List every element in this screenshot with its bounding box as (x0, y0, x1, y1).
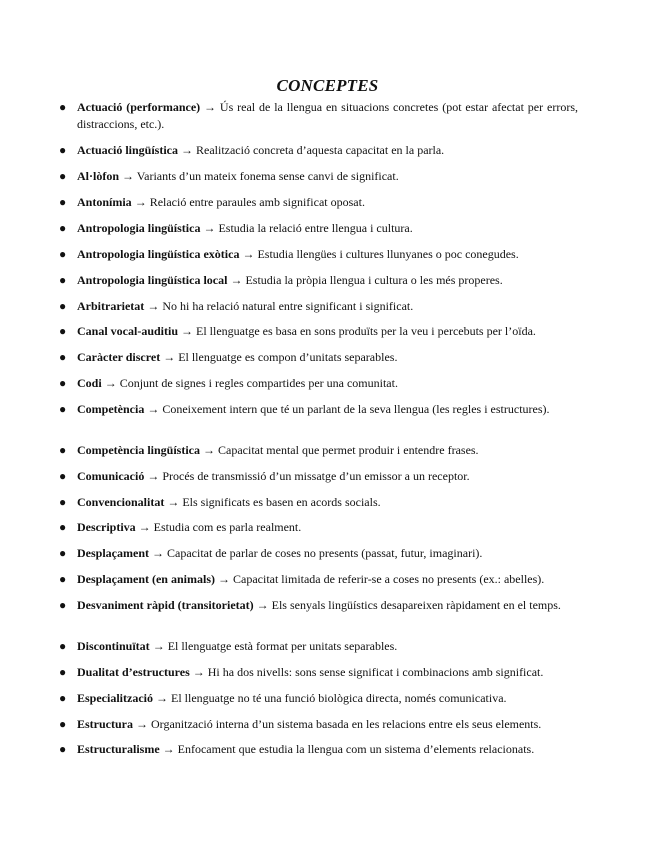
concept-term: Antropologia lingüística (77, 221, 201, 235)
concept-definition: → Estudia com es parla realment. (135, 520, 302, 534)
bullet-icon: ● (59, 742, 67, 756)
concept-term: Dualitat d’estructures (77, 665, 190, 679)
concept-definition: → No hi ha relació natural entre significant i significat. (144, 299, 414, 313)
concept-term: Caràcter discret (77, 350, 161, 364)
bullet-icon: ● (59, 598, 67, 612)
concept-term: Actuació (performance) (77, 100, 201, 114)
concept-term: Estructuralisme (77, 742, 160, 756)
concept-definition: → Relació entre paraules amb significat oposat. (131, 195, 365, 209)
bullet-icon: ● (59, 665, 67, 679)
concept-term: Antropologia lingüística exòtica (77, 247, 240, 261)
concept-definition: → Conjunt de signes i regles compartides per una comunitat. (101, 376, 398, 390)
bullet-icon: ● (59, 143, 67, 157)
concept-definition: → El llenguatge es compon d’unitats separables. (160, 350, 398, 364)
bullet-icon: ● (59, 443, 67, 457)
concept-term: Actuació lingüística (77, 143, 178, 157)
bullet-icon: ● (59, 221, 67, 235)
concept-definition: → Els senyals lingüístics desapareixen ràpidament en el temps. (253, 598, 561, 612)
bullet-icon: ● (59, 100, 67, 114)
concept-definition: → Variants d’un mateix fonema sense canvi de significat. (119, 169, 399, 183)
concept-definition: → Estudia llengües i cultures llunyanes o poc conegudes. (239, 247, 519, 261)
concept-term: Convencionalitat (77, 495, 165, 509)
concept-term: Comunicació (77, 469, 145, 483)
concept-term: Descriptiva (77, 520, 136, 534)
concept-term: Desvaniment ràpid (transitorietat) (77, 598, 254, 612)
concept-term: Al·lòfon (77, 169, 120, 183)
concept-term: Estructura (77, 717, 133, 731)
bullet-icon: ● (59, 195, 67, 209)
bullet-icon: ● (59, 247, 67, 261)
concept-definition: → Realització concreta d’aquesta capacitat en la parla. (178, 143, 445, 157)
concept-definition: → El llenguatge està format per unitats separables. (149, 639, 398, 653)
concept-definition: → Ús real de la llengua en situacions concretes (pot estar afectat per errors, distraccions, etc.). (77, 100, 578, 131)
concept-definition: → El llenguatge es basa en sons produïts per la veu i percebuts per l’oïda. (178, 324, 536, 338)
concept-term: Discontinuïtat (77, 639, 150, 653)
concept-term: Antropologia lingüística local (77, 273, 228, 287)
bullet-icon: ● (59, 469, 67, 483)
concept-term: Canal vocal-auditiu (77, 324, 179, 338)
concept-term: Codi (77, 376, 102, 390)
bullet-icon: ● (59, 273, 67, 287)
concept-term: Desplaçament (77, 546, 149, 560)
concept-term: Antonímia (77, 195, 132, 209)
concept-definition: → Organització interna d’un sistema basada en les relacions entre els seus elements. (133, 717, 542, 731)
concept-definition: → Capacitat de parlar de coses no presents (passat, futur, imaginari). (149, 546, 483, 560)
bullet-icon: ● (59, 572, 67, 586)
bullet-icon: ● (59, 324, 67, 338)
concept-definition: → Capacitat mental que permet produir i entendre frases. (200, 443, 479, 457)
concept-term: Competència lingüística (77, 443, 200, 457)
bullet-icon: ● (59, 350, 67, 364)
concept-definition: → Estudia la pròpia llengua i cultura o les més properes. (227, 273, 503, 287)
bullet-icon: ● (59, 546, 67, 560)
bullet-icon: ● (59, 169, 67, 183)
concept-term: Competència (77, 402, 145, 416)
concept-definition: → El llenguatge no té una funció biològica directa, només comunicativa. (152, 691, 507, 705)
bullet-icon: ● (59, 299, 67, 313)
concept-term: Desplaçament (en animals) (77, 572, 215, 586)
bullet-icon: ● (59, 402, 67, 416)
concept-definition: → Estudia la relació entre llengua i cultura. (200, 221, 413, 235)
bullet-icon: ● (59, 717, 67, 731)
bullet-icon: ● (59, 639, 67, 653)
concept-definition: → Capacitat limitada de referir-se a coses no presents (ex.: abelles). (215, 572, 545, 586)
concept-definition: → Coneixement intern que té un parlant de la seva llengua (les regles i estructures). (144, 402, 550, 416)
concept-definition: → Hi ha dos nivells: sons sense significat i combinacions amb significat. (189, 665, 544, 679)
bullet-icon: ● (59, 691, 67, 705)
concept-definition: → Enfocament que estudia la llengua com un sistema d’elements relacionats. (159, 742, 535, 756)
bullet-icon: ● (59, 520, 67, 534)
bullet-icon: ● (59, 376, 67, 390)
concept-term: Arbitrarietat (77, 299, 145, 313)
concept-definition: → Els significats es basen en acords socials. (164, 495, 381, 509)
concept-definition: → Procés de transmissió d’un missatge d’un emissor a un receptor. (144, 469, 470, 483)
page-title: CONCEPTES (276, 76, 379, 95)
bullet-icon: ● (59, 495, 67, 509)
concept-term: Especialització (77, 691, 153, 705)
